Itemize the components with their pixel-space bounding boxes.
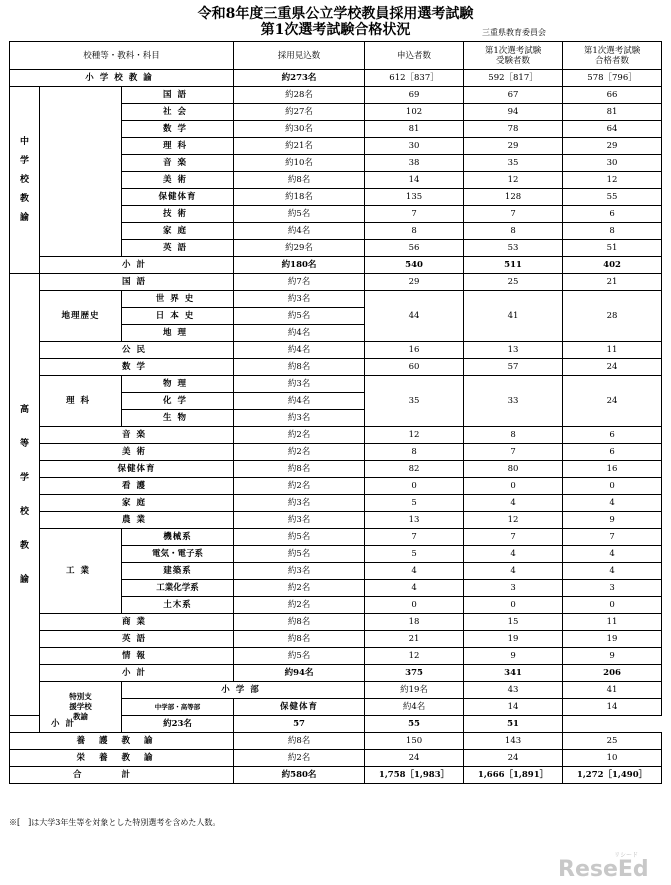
subtotal-row: 小計 約180名 540 511 402 <box>10 257 662 274</box>
group-label-middle: 中学校教諭 <box>10 87 40 274</box>
total-row: 合計 約580名 1,758［1,983］ 1,666［1,891］ 1,272［1,490］ <box>10 767 662 784</box>
table-row: 農業 約3名 13 12 9 <box>10 512 662 529</box>
table-row: 英語 約8名 21 19 19 <box>10 631 662 648</box>
table-row: 看護 約2名 0 0 0 <box>10 478 662 495</box>
table-row: 英語 約29名 56 53 51 <box>10 240 662 257</box>
page-title: 令和8年度三重県公立学校教員採用選考試験 <box>197 6 474 22</box>
header-passed: 第1次選考試験 合格者数 <box>563 42 662 70</box>
subgroup-geohist: 地理歴史 <box>40 291 122 342</box>
table-row: 地理歴史 世界史 約3名 44 41 28 <box>10 291 662 308</box>
table-row: 小学校教諭 約273名 612［837］ 592［817］ 578［796］ <box>10 70 662 87</box>
footnote: ※[ ]は大学3年生等を対象とした特別選考を含めた人数。 <box>9 818 221 827</box>
header-examinees: 第1次選考試験 受験者数 <box>464 42 563 70</box>
table-row: 社会 約27名 102 94 81 <box>10 104 662 121</box>
subgroup-science: 理科 <box>40 376 122 427</box>
table-row: 中学校教諭 国語 約28名 69 67 66 <box>10 87 662 104</box>
table-row: 情報 約5名 12 9 9 <box>10 648 662 665</box>
table-row: 電気・電子系 約5名 5 4 4 <box>10 546 662 563</box>
group-label-special: 特別支援学校教諭 <box>40 682 122 733</box>
subtotal-row: 小計 約23名 57 55 51 <box>10 716 662 733</box>
table-row: 生物 約3名 <box>10 410 662 427</box>
table-row: 家庭 約3名 5 4 4 <box>10 495 662 512</box>
table-row: 数学 約30名 81 78 64 <box>10 121 662 138</box>
header-row <box>10 42 662 70</box>
logo-subtext: リシード <box>614 852 639 859</box>
table-row: 技術 約5名 7 7 6 <box>10 206 662 223</box>
table-row: 商業 約8名 18 15 11 <box>10 614 662 631</box>
table-row: 美術 約8名 14 12 12 <box>10 172 662 189</box>
table-row: 建築系 約3名 4 4 4 <box>10 563 662 580</box>
table-row: 中学部・高等部 保健体育 約4名 14 14 <box>10 699 662 716</box>
table-row: 化学 約4名 <box>10 393 662 410</box>
table-row: 音楽 約2名 12 8 6 <box>10 427 662 444</box>
page-subtitle: 第1次選考試験合格状況 <box>260 22 411 38</box>
group-label-high: 高等学校教諭 <box>10 274 40 716</box>
header-applicants: 申込者数 <box>365 42 464 70</box>
subgroup-industry: 工業 <box>40 529 122 614</box>
organization: 三重県教育委員会 <box>482 28 546 37</box>
resed-logo <box>556 848 666 880</box>
header-planned: 採用見込数 <box>234 42 365 70</box>
table-row: 土木系 約2名 0 0 0 <box>10 597 662 614</box>
table-row: 保健体育 約8名 82 80 16 <box>10 461 662 478</box>
header-subject: 校種等・教科・科目 <box>10 42 234 70</box>
subtotal-row: 小計 約94名 375 341 206 <box>10 665 662 682</box>
table-row: 栄養教諭 約2名 24 24 10 <box>10 750 662 767</box>
table-row: 公民 約4名 16 13 11 <box>10 342 662 359</box>
table-row: 家庭 約4名 8 8 8 <box>10 223 662 240</box>
table-row: 工業 機械系 約5名 7 7 7 <box>10 529 662 546</box>
table-row: 保健体育 約18名 135 128 55 <box>10 189 662 206</box>
logo-text: ReseEd <box>558 857 649 880</box>
table-row: 美術 約2名 8 7 6 <box>10 444 662 461</box>
results-table <box>9 41 662 784</box>
table-row: 養護教諭 約8名 150 143 25 <box>10 733 662 750</box>
table-row: 地理 約4名 <box>10 325 662 342</box>
table-row: 日本史 約5名 <box>10 308 662 325</box>
row-label: 小学校教諭 <box>10 70 234 87</box>
table-row: 理科 約21名 30 29 29 <box>10 138 662 155</box>
table-row: 特別支援学校教諭 小学部 約19名 43 41 <box>10 682 662 699</box>
table-row: 理科 物理 約3名 35 33 24 <box>10 376 662 393</box>
table-row: 工業化学系 約2名 4 3 3 <box>10 580 662 597</box>
table-row: 数学 約8名 60 57 24 <box>10 359 662 376</box>
table-row: 音楽 約10名 38 35 30 <box>10 155 662 172</box>
table-row: 高等学校教諭 国語 約7名 29 25 21 <box>10 274 662 291</box>
